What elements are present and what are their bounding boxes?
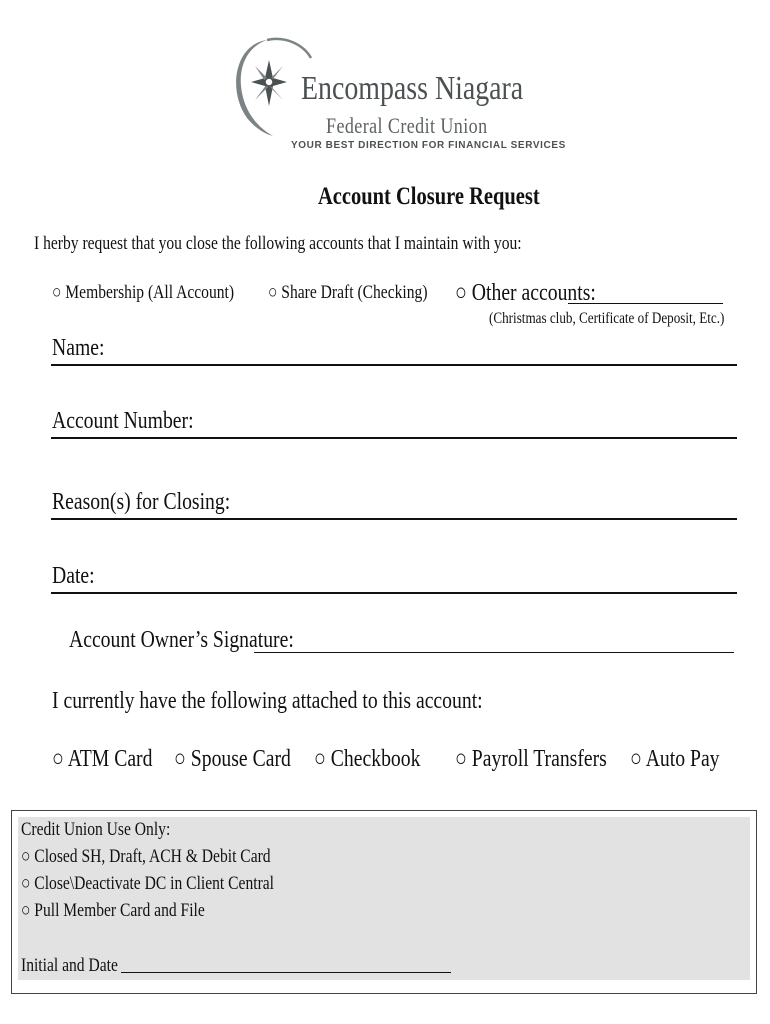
name-label: Name: (52, 335, 105, 361)
cu-item[interactable]: ○ Pull Member Card and File (21, 900, 205, 921)
option-atm-card[interactable]: ○ ATM Card (52, 746, 153, 772)
option-share-draft[interactable]: ○ Share Draft (Checking) (268, 282, 428, 303)
reasons-field[interactable] (51, 518, 737, 520)
option-auto-pay[interactable]: ○ Auto Pay (630, 746, 720, 772)
account-number-label: Account Number: (52, 408, 194, 434)
signature-label: Account Owner’s Signature: (69, 627, 294, 653)
account-number-field[interactable] (51, 437, 737, 439)
option-other-accounts[interactable]: ○ Other accounts: (455, 280, 596, 306)
option-membership[interactable]: ○ Membership (All Account) (52, 282, 235, 303)
cu-item[interactable]: ○ Close\Deactivate DC in Client Central (21, 873, 275, 894)
other-accounts-field[interactable] (568, 303, 723, 304)
date-field[interactable] (51, 592, 737, 594)
logo-tagline: YOUR BEST DIRECTION FOR FINANCIAL SERVICES (291, 140, 566, 151)
intro-text: I herby request that you close the following accounts that I maintain with you: (34, 233, 522, 254)
logo-subtitle: Federal Credit Union (326, 113, 488, 138)
initial-date-label: Initial and Date (21, 955, 118, 976)
other-accounts-note: (Christmas club, Certificate of Deposit, Etc.) (489, 310, 725, 327)
option-checkbook[interactable]: ○ Checkbook (314, 746, 421, 772)
option-spouse-card[interactable]: ○ Spouse Card (174, 746, 291, 772)
cu-heading: Credit Union Use Only: (21, 819, 171, 840)
page-title: Account Closure Request (318, 183, 540, 210)
logo-name: Encompass Niagara (301, 70, 524, 107)
option-payroll-transfers[interactable]: ○ Payroll Transfers (455, 746, 607, 772)
credit-union-use-panel (18, 817, 750, 980)
logo (225, 30, 566, 160)
reasons-label: Reason(s) for Closing: (52, 489, 231, 515)
date-label: Date: (52, 563, 95, 589)
cu-item[interactable]: ○ Closed SH, Draft, ACH & Debit Card (21, 846, 271, 867)
signature-field[interactable] (254, 652, 734, 653)
credit-union-use-box (11, 810, 757, 994)
name-field[interactable] (51, 364, 737, 366)
initial-date-field[interactable] (121, 972, 451, 973)
attached-heading: I currently have the following attached to this account: (52, 688, 483, 714)
